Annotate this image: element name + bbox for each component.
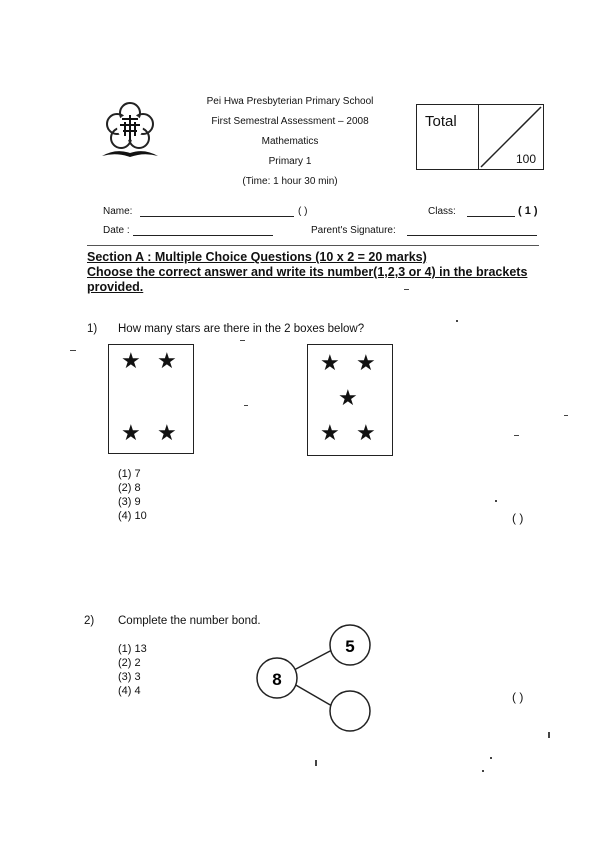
star-icon: ★ <box>320 351 340 376</box>
question-2-option: (1) 13 <box>118 643 147 655</box>
star-icon: ★ <box>356 351 376 376</box>
name-label: Name: <box>103 206 133 217</box>
signature-label: Parent's Signature: <box>311 225 396 236</box>
question-2-text: Complete the number bond. <box>118 615 261 627</box>
assessment-title: First Semestral Assessment – 2008 <box>211 116 369 127</box>
question-1-option: (2) 8 <box>118 482 141 494</box>
header-divider <box>87 245 539 246</box>
star-icon: ★ <box>157 421 177 446</box>
section-title: Section A : Multiple Choice Questions (10 x 2 = 20 marks) <box>87 250 427 264</box>
star-icon: ★ <box>157 349 177 374</box>
date-label: Date : <box>103 225 130 236</box>
star-box-left <box>108 344 194 454</box>
bond-top-value: 5 <box>345 637 355 656</box>
section-instruction-line2: provided. <box>87 280 144 294</box>
level: Primary 1 <box>268 156 312 167</box>
question-1-option: (3) 9 <box>118 496 141 508</box>
class-field[interactable] <box>467 216 515 217</box>
bond-part-bottom[interactable] <box>330 691 370 731</box>
total-max: 100 <box>515 152 536 166</box>
question-1-text: How many stars are there in the 2 boxes below? <box>118 323 365 335</box>
section-instruction-line1: Choose the correct answer and write its number(1,2,3 or 4) in the brackets <box>87 265 528 279</box>
scan-speck <box>404 289 409 290</box>
question-2-answer-bracket[interactable]: ( ) <box>512 690 524 704</box>
class-value: ( 1 ) <box>518 205 538 217</box>
scan-speck <box>456 320 458 322</box>
number-bond-diagram <box>250 618 380 736</box>
star-icon: ★ <box>356 421 376 446</box>
scan-speck <box>564 415 568 416</box>
subject: Mathematics <box>261 136 319 147</box>
question-2-number: 2) <box>84 615 95 627</box>
scan-speck <box>240 340 245 341</box>
bond-whole-value: 8 <box>272 670 282 689</box>
scan-speck <box>490 757 492 759</box>
star-icon: ★ <box>320 421 340 446</box>
total-marks-box <box>416 104 544 170</box>
signature-field[interactable] <box>407 235 537 236</box>
school-logo <box>98 100 162 162</box>
time-allowed: (Time: 1 hour 30 min) <box>242 176 338 187</box>
scan-speck <box>514 435 519 436</box>
scan-speck <box>315 760 317 766</box>
question-2-option: (4) 4 <box>118 685 141 697</box>
question-1-option: (4) 10 <box>118 510 147 522</box>
scan-speck <box>495 500 497 502</box>
scan-speck <box>548 732 550 738</box>
star-icon: ★ <box>121 349 141 374</box>
question-2-option: (3) 3 <box>118 671 141 683</box>
class-label: Class: <box>428 206 456 217</box>
question-1-number: 1) <box>87 323 98 335</box>
scan-speck <box>70 350 76 351</box>
school-name: Pei Hwa Presbyterian Primary School <box>206 96 374 107</box>
star-icon: ★ <box>338 386 358 411</box>
name-index-bracket: ( ) <box>298 206 308 217</box>
name-field[interactable] <box>140 216 294 217</box>
question-1-answer-bracket[interactable]: ( ) <box>512 511 524 525</box>
scan-speck <box>244 405 248 406</box>
date-field[interactable] <box>133 235 273 236</box>
star-icon: ★ <box>121 421 141 446</box>
question-1-option: (1) 7 <box>118 468 141 480</box>
star-box-right <box>307 344 393 456</box>
question-2-option: (2) 2 <box>118 657 141 669</box>
scan-speck <box>482 770 484 772</box>
total-label: Total <box>425 113 457 130</box>
